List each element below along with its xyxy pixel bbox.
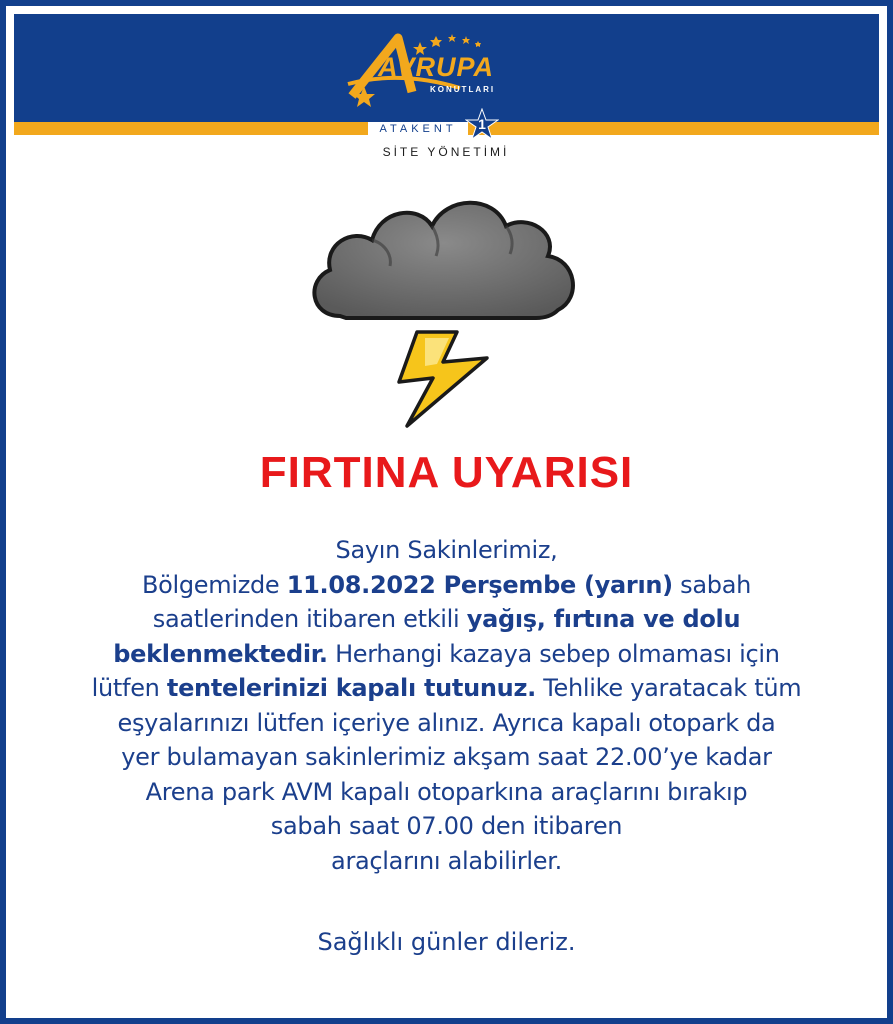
star-icon — [448, 34, 456, 42]
body-line-9: sabah saat 07.00 den itibaren — [270, 812, 623, 840]
awning-highlight: tentelerinizi kapalı tutunuz. — [166, 674, 536, 702]
storm-cloud-icon — [300, 188, 590, 328]
notice-body — [30, 533, 863, 878]
body-line-6: eşyalarınızı lütfen içeriye alınız. Ayrıca kapalı otopark da — [117, 708, 776, 737]
body-line-5: lütfen tentelerinizi kapalı tutunuz. Tehlike yaratacak tüm — [91, 674, 802, 702]
greeting: Sayın Sakinlerimiz, — [335, 536, 558, 564]
weather-highlight: yağış, fırtına ve dolu — [466, 605, 741, 633]
date-highlight: 11.08.2022 Perşembe (yarın) — [286, 570, 673, 599]
project-number: 1 — [478, 116, 486, 132]
body-line-7: yer bulamayan sakinlerimiz akşam saat 22.00’ye kadar — [121, 743, 772, 771]
body-line-8: Arena park AVM kapalı otoparkına araçlarını bırakıp — [145, 777, 748, 806]
brand-subtitle: KONUTLARI — [430, 85, 496, 94]
notice-title: FIRTINA UYARISI — [259, 448, 634, 497]
star-icon — [430, 36, 442, 47]
body-line-4: beklenmektedir. Herhangi kazaya sebep olmaması için — [113, 639, 780, 668]
star-icon — [475, 41, 481, 47]
lightning-bolt-icon — [395, 330, 495, 430]
body-line-10: araçlarını alabilirler. — [331, 846, 562, 875]
closing-text: Sağlıklı günler dileriz. — [317, 928, 576, 956]
management-label: SİTE YÖNETİMİ — [382, 145, 510, 159]
star-icon — [462, 36, 470, 44]
brand-name: AVRUPA — [378, 52, 495, 82]
body-line-2: Bölgemizde 11.08.2022 Perşembe (yarın) sabah — [141, 570, 752, 599]
body-line-3: saatlerinden itibaren etkili yağış, fırtına ve dolu — [152, 605, 741, 633]
project-name: ATAKENT — [368, 122, 468, 136]
